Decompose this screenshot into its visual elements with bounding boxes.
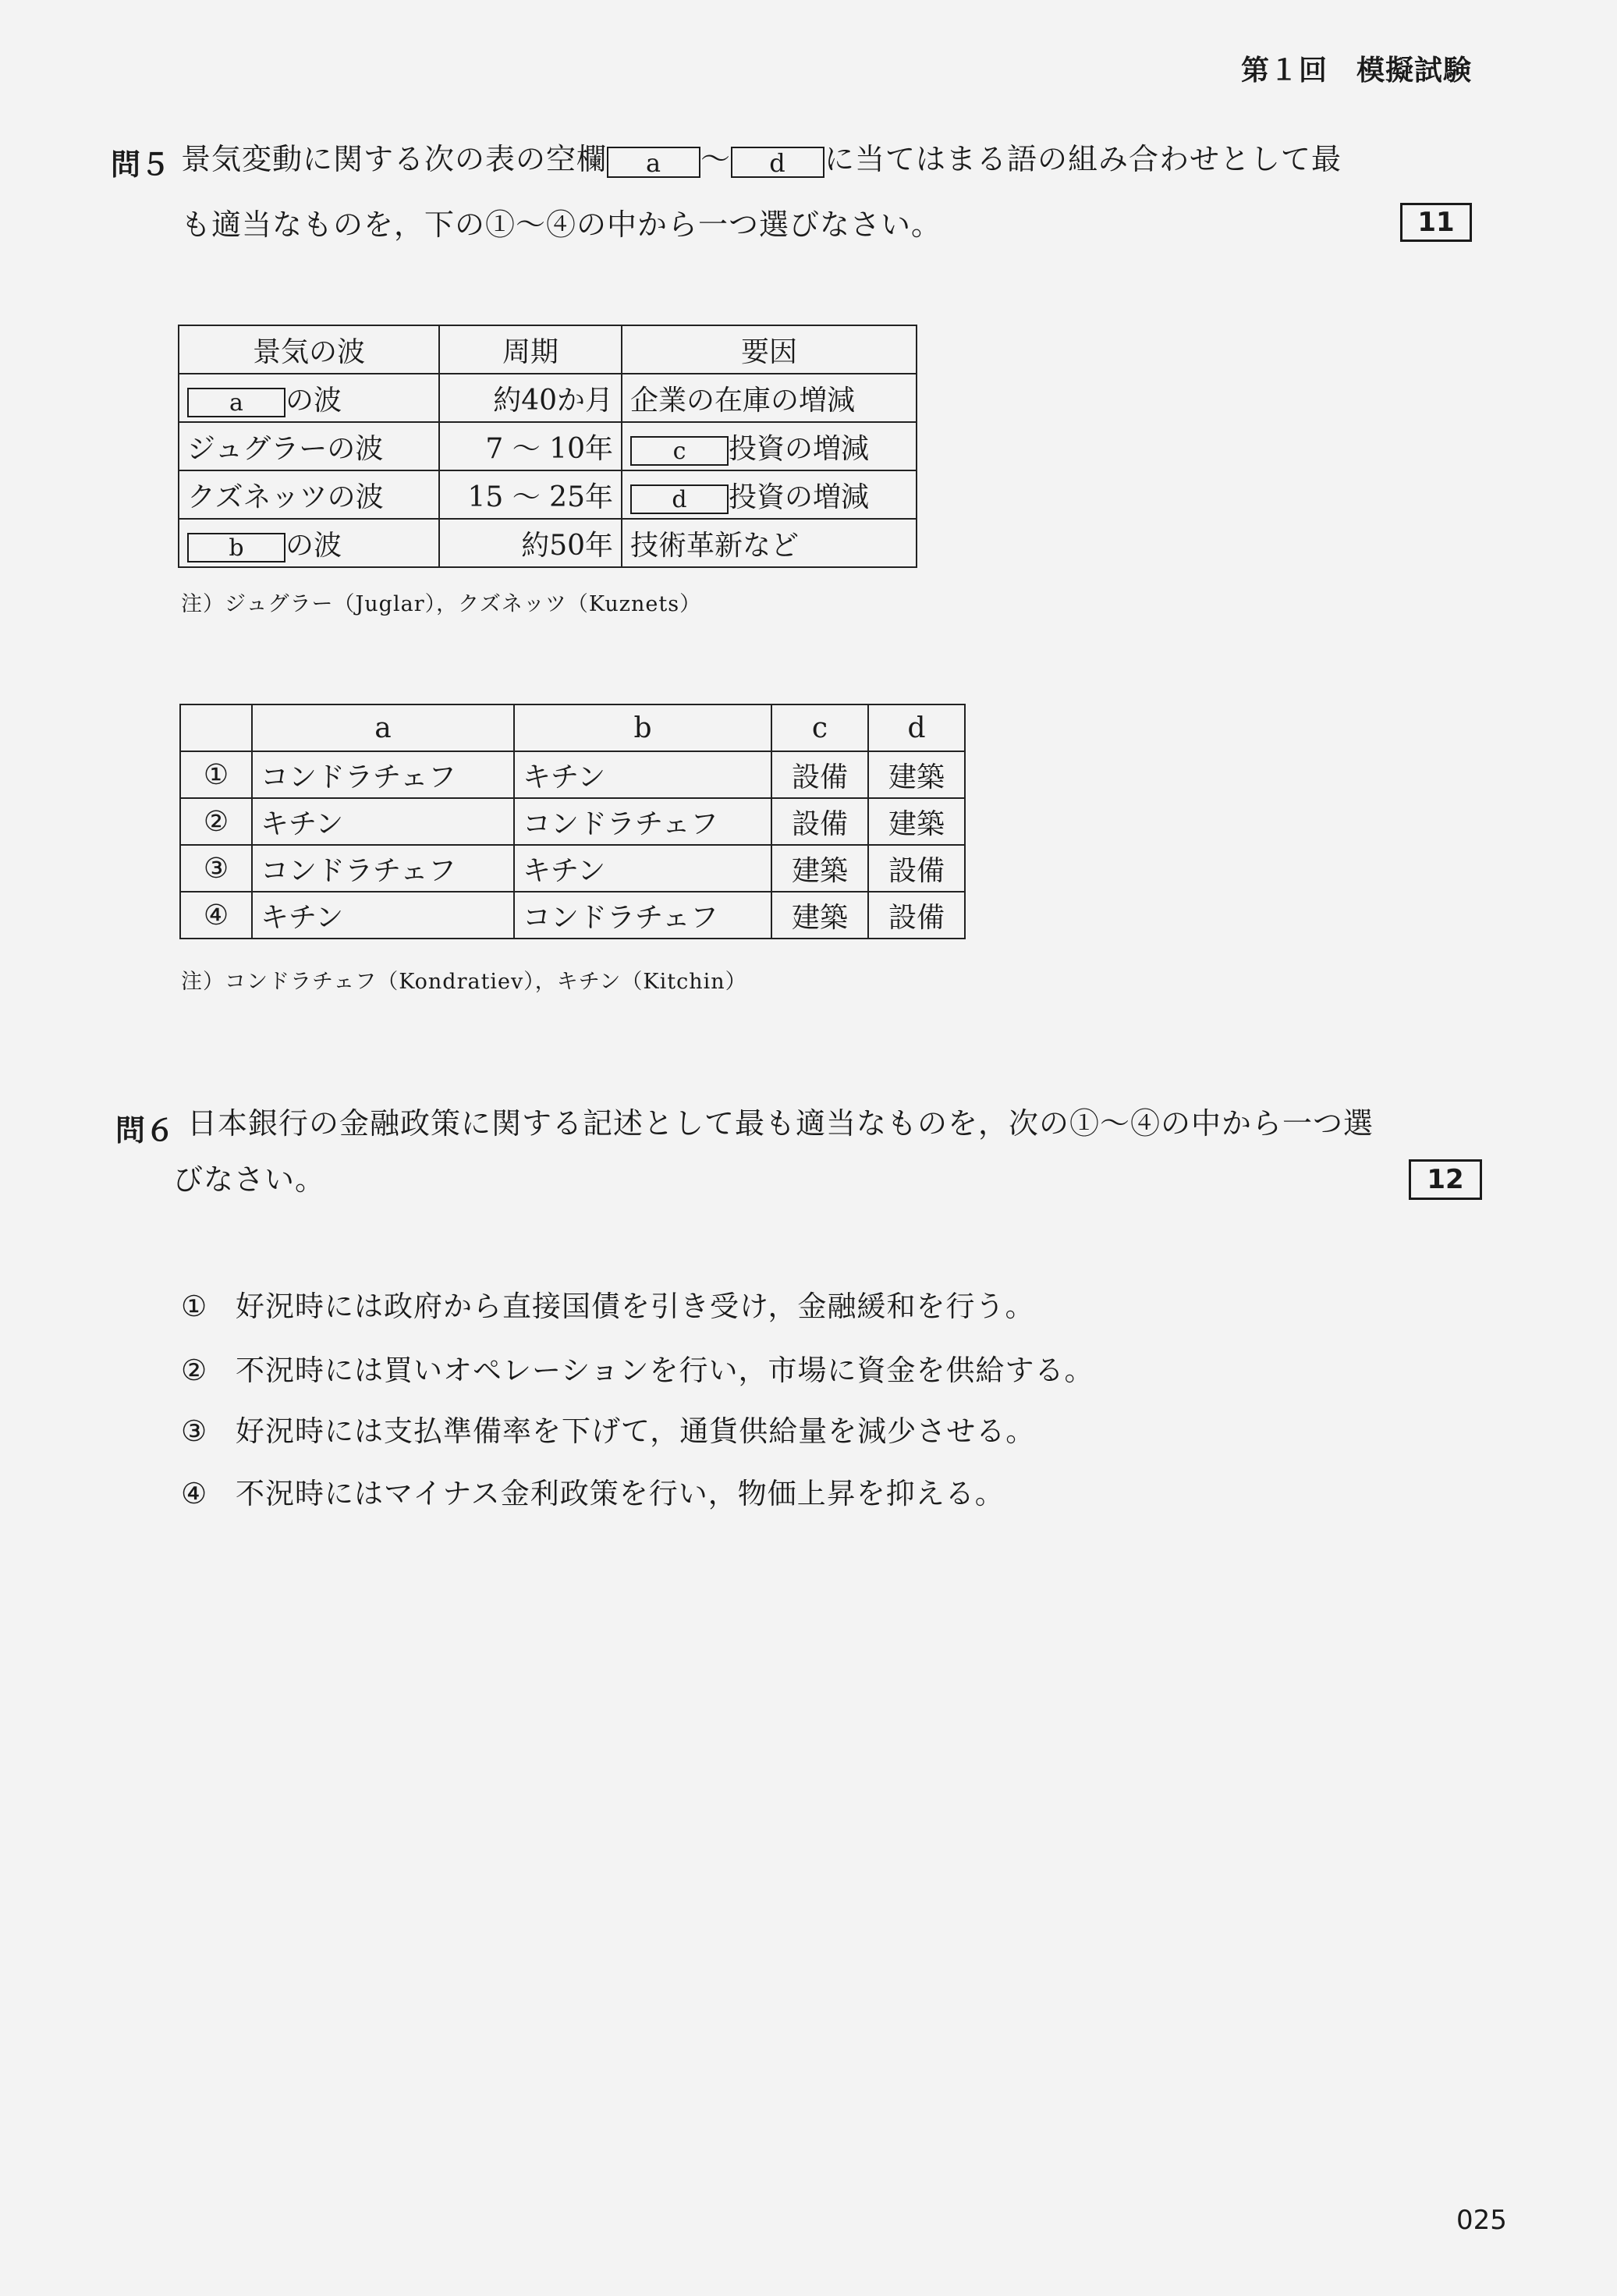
period-cell: 7 ～ 10年 [439, 422, 622, 470]
choice-cell: キチン [514, 845, 771, 892]
table-row [179, 519, 917, 567]
blank-a-box: a [187, 388, 285, 417]
cause-cell [622, 470, 917, 519]
option-text: 好況時には支払準備率を下げて，通貨供給量を減少させる。 [236, 1414, 1036, 1448]
q6-text-line2: びなさい。 [173, 1162, 326, 1197]
header-cell [180, 704, 252, 751]
q6-answer-box: 12 [1409, 1159, 1482, 1200]
choice-cell: 建築 [868, 751, 965, 798]
table2-note: 注）コンドラチェフ（Kondratiev），キチン（Kitchin） [181, 970, 747, 994]
blank-b-box: b [187, 533, 285, 562]
choice-cell: 設備 [868, 845, 965, 892]
choice-cell: 設備 [868, 892, 965, 939]
cause-cell [622, 422, 917, 470]
cause-text: 投資の増減 [729, 481, 870, 513]
table-header-row [180, 704, 965, 751]
wave-name-cell [179, 519, 439, 567]
choice-cell: 建築 [868, 798, 965, 845]
q6-text-line1: 日本銀行の金融政策に関する記述として最も適当なものを，次の①～④の中から一つ選 [187, 1106, 1374, 1141]
q5-tilde: ～ [700, 142, 732, 176]
q6-option [181, 1407, 1035, 1450]
q5-text-line2: も適当なものを，下の①～④の中から一つ選びなさい。 [181, 208, 942, 242]
page-header: 第１回 模擬試験 [1240, 55, 1472, 87]
wave-name-cell: ジュグラーの波 [179, 422, 439, 470]
choice-cell: 建築 [771, 892, 868, 939]
table-row [179, 470, 917, 519]
table-row [180, 845, 965, 892]
table-row [179, 374, 917, 422]
q5-text-a: 景気変動に関する次の表の空欄 [181, 142, 608, 176]
q6-option [181, 1347, 1094, 1389]
option-text: 好況時には政府から直接国債を引き受け，金融緩和を行う。 [236, 1290, 1035, 1323]
choice-cell: キチン [514, 751, 771, 798]
option-number: ② [181, 1354, 208, 1387]
q6-option [181, 1283, 1035, 1325]
option-number: ④ [181, 1477, 208, 1510]
wave-name: の波 [285, 384, 342, 417]
q5-answer-box: 11 [1400, 203, 1472, 242]
cause-cell: 技術革新など [622, 519, 917, 567]
q5-text-b: に当てはまる語の組み合わせとして最 [824, 142, 1342, 176]
choice-cell: 建築 [771, 845, 868, 892]
blank-d-box: d [731, 147, 824, 178]
cause-text: 投資の増減 [729, 432, 870, 465]
option-number: ① [181, 1290, 208, 1323]
choice-cell: コンドラチェフ [514, 892, 771, 939]
wave-name-cell: クズネッツの波 [179, 470, 439, 519]
header-cell: 景気の波 [179, 325, 439, 374]
choice-cell: コンドラチェフ [514, 798, 771, 845]
choice-number: ③ [180, 845, 252, 892]
blank-d-box: d [630, 484, 729, 514]
table1-note: 注）ジュグラー（Juglar），クズネッツ（Kuznets） [181, 592, 702, 616]
choice-number: ④ [180, 892, 252, 939]
choice-cell: 設備 [771, 751, 868, 798]
option-number: ③ [181, 1414, 208, 1448]
header-cell: 周期 [439, 325, 622, 374]
answer-choices-table [179, 704, 966, 939]
period-cell: 約50年 [439, 519, 622, 567]
choice-cell: キチン [252, 892, 514, 939]
wave-name-cell [179, 374, 439, 422]
table-row [180, 798, 965, 845]
page-number: 025 [1456, 2205, 1507, 2236]
table-header-row [179, 325, 917, 374]
cause-cell: 企業の在庫の増減 [622, 374, 917, 422]
blank-a-box: a [607, 147, 700, 178]
table-row [180, 892, 965, 939]
q6-option [181, 1470, 1005, 1512]
choice-number: ② [180, 798, 252, 845]
choice-cell: 設備 [771, 798, 868, 845]
header-cell: c [771, 704, 868, 751]
q6-label: 問６ [115, 1113, 176, 1148]
option-text: 不況時にはマイナス金利政策を行い，物価上昇を抑える。 [236, 1477, 1005, 1510]
header-cell: 要因 [622, 325, 917, 374]
blank-c-box: c [630, 436, 729, 466]
period-cell: 15 ～ 25年 [439, 470, 622, 519]
q5-text-line1 [181, 133, 1342, 186]
q5-label: 問５ [111, 147, 171, 182]
header-cell: d [868, 704, 965, 751]
choice-cell: コンドラチェフ [252, 751, 514, 798]
option-text: 不況時には買いオペレーションを行い，市場に資金を供給する。 [236, 1354, 1094, 1387]
wave-name: の波 [285, 529, 342, 562]
choice-cell: コンドラチェフ [252, 845, 514, 892]
table-row [179, 422, 917, 470]
header-cell: a [252, 704, 514, 751]
choice-cell: キチン [252, 798, 514, 845]
period-cell: 約40か月 [439, 374, 622, 422]
header-cell: b [514, 704, 771, 751]
choice-number: ① [180, 751, 252, 798]
business-cycle-table [178, 325, 917, 568]
table-row [180, 751, 965, 798]
